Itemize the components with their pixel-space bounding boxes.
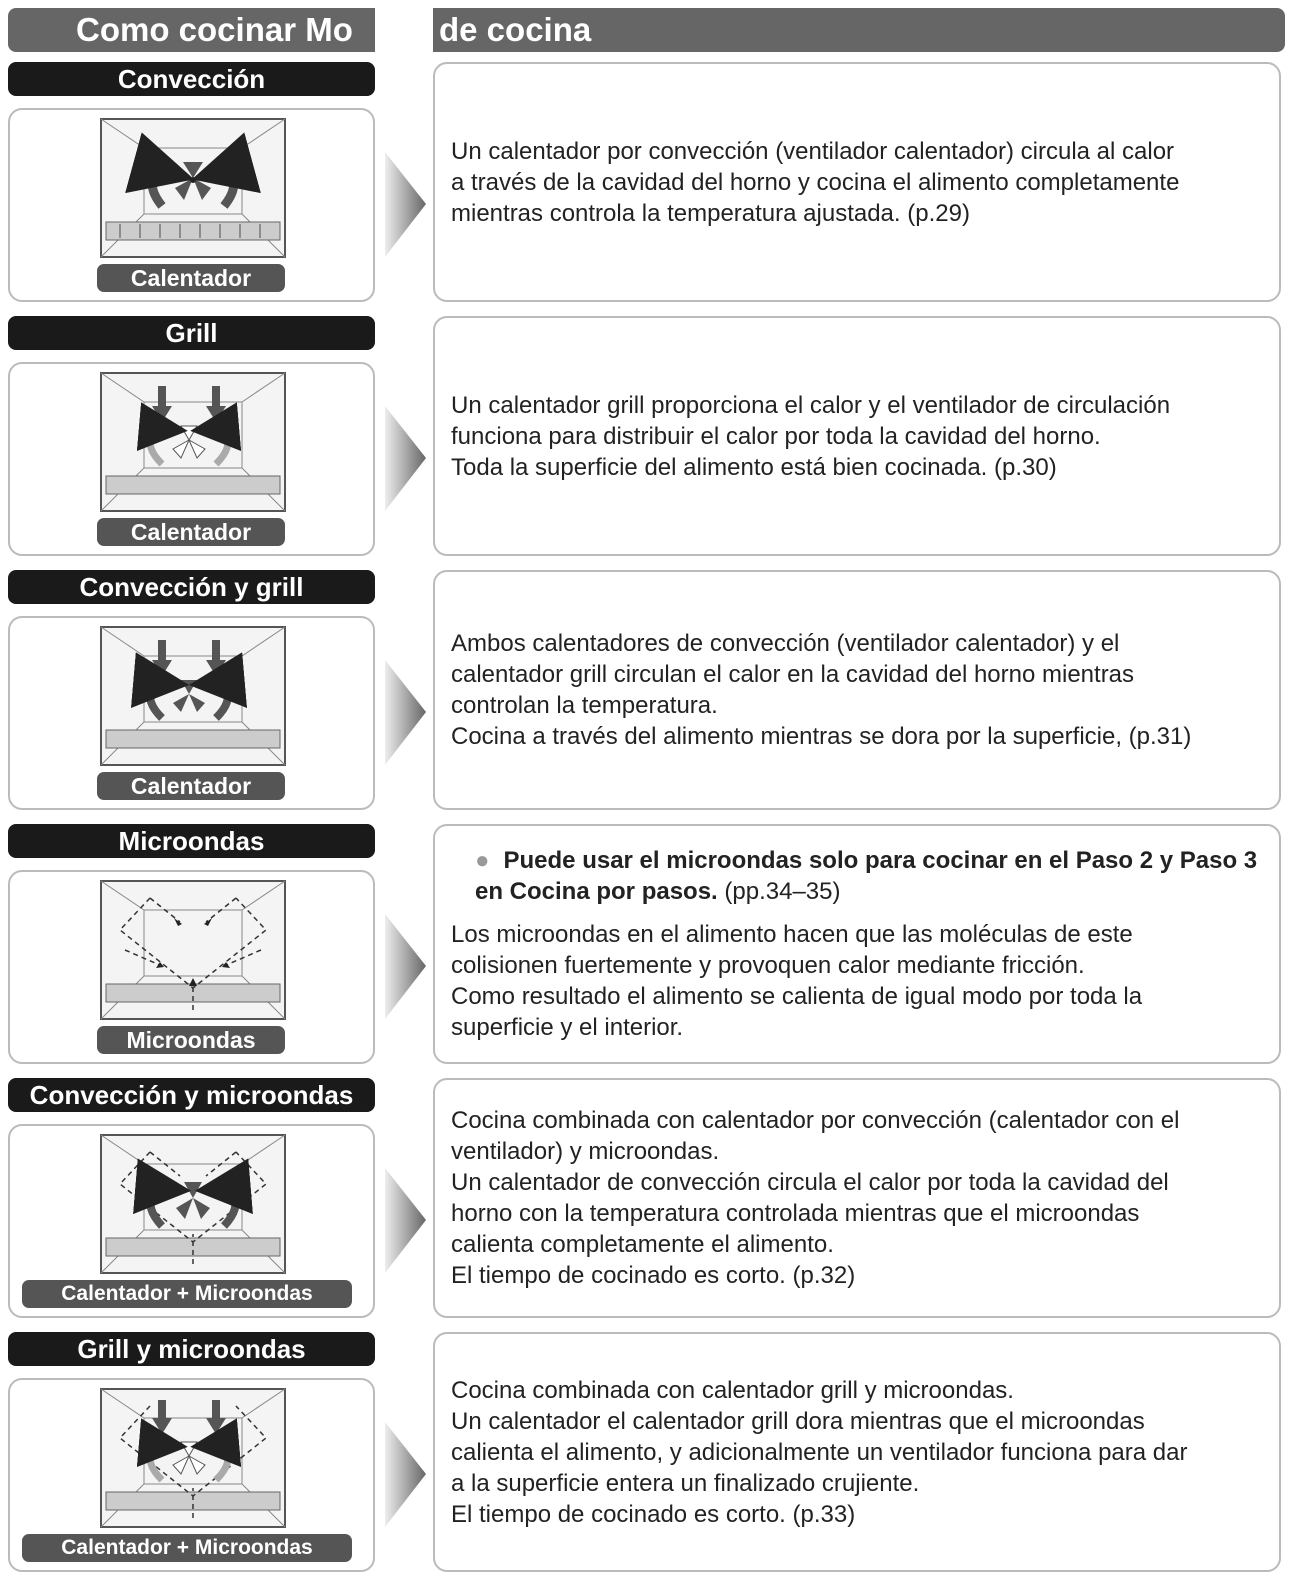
oven-grill-microwave-icon <box>100 1388 286 1530</box>
mode-label: Grill y microondas <box>8 1332 375 1366</box>
heater-tag: Microondas <box>97 1026 285 1054</box>
mode-microondas <box>0 824 1298 1078</box>
mode-illustration-panel <box>8 362 375 556</box>
bullet-icon: ● <box>475 847 490 874</box>
mode-description-panel <box>433 316 1281 556</box>
mode-illustration-panel <box>8 1378 375 1572</box>
mode-label: Convección <box>8 62 375 96</box>
mode-grill-microondas <box>0 1332 1298 1586</box>
mode-conveccion-grill <box>0 570 1298 824</box>
mode-illustration-panel <box>8 1124 375 1318</box>
mode-description-panel <box>433 1332 1281 1572</box>
oven-grill-icon <box>100 372 286 514</box>
mode-description-panel <box>433 1078 1281 1318</box>
mode-illustration-panel <box>8 616 375 810</box>
mode-label: Grill <box>8 316 375 350</box>
mode-description: Un calentador por convección (ventilador calentador) circula al calor a través de la cavidad del horno y cocina el alimento completamente mientras controla la temperatura ajustada. (p.29) <box>451 137 1180 227</box>
heater-tag: Calentador + Microondas <box>22 1534 352 1562</box>
heater-tag: Calentador + Microondas <box>22 1280 352 1308</box>
mode-conveccion-microondas <box>0 1078 1298 1332</box>
oven-convection-icon <box>100 118 286 260</box>
heater-tag: Calentador <box>97 772 285 800</box>
flow-arrow-icon <box>383 406 428 511</box>
flow-arrow-icon <box>383 1422 428 1527</box>
oven-convection-microwave-icon <box>100 1134 286 1276</box>
heater-tag: Calentador <box>97 518 285 546</box>
oven-convection-grill-icon <box>100 626 286 768</box>
page-title-left: Como cocinar Mo <box>8 8 375 52</box>
note-bold: Puede usar el microondas solo para cocinar en el Paso 2 y Paso 3 en Cocina por pasos. <box>475 847 1258 905</box>
mode-description: Ambos calentadores de convección (ventilador calentador) y el calentador grill circulan el calor en la cavidad del horno mientras controlan la temperatura. Cocina a través del alimento mientras se dora por la superficie, (p.31) <box>451 630 1192 750</box>
flow-arrow-icon <box>383 660 428 765</box>
mode-description: Los microondas en el alimento hacen que las moléculas de este colisionen fuertemente y provoquen calor mediante fricción. Como resultado el alimento se calienta de igual modo por toda la superficie y el interior. <box>451 921 1143 1041</box>
flow-arrow-icon <box>383 1168 428 1273</box>
mode-label: Convección y grill <box>8 570 375 604</box>
mode-illustration-panel <box>8 108 375 302</box>
mode-description-panel <box>433 570 1281 810</box>
note-ref: (pp.34–35) <box>717 878 841 905</box>
mode-description: Un calentador grill proporciona el calor y el ventilador de circulación funciona para distribuir el calor por toda la cavidad del horno. Toda la superficie del alimento está bien cocinada. (p.30) <box>451 391 1171 481</box>
mode-description-panel <box>433 824 1281 1064</box>
note <box>451 845 1259 907</box>
mode-description: Cocina combinada con calentador grill y microondas. Un calentador el calentador grill dora mientras que el microondas calienta el alimento, y adicionalmente un ventilador funciona para dar a la superficie entera un finalizado crujiente. El tiempo de cocinado es corto. (p.33) <box>451 1376 1188 1528</box>
mode-illustration-panel <box>8 870 375 1064</box>
page-title-right: de cocina <box>433 8 1285 52</box>
mode-label: Convección y microondas <box>8 1078 375 1112</box>
mode-label: Microondas <box>8 824 375 858</box>
mode-grill <box>0 316 1298 570</box>
mode-conveccion <box>0 62 1298 316</box>
mode-description: Cocina combinada con calentador por convección (calentador con el ventilador) y microondas. Un calentador de convección circula el calor por toda la cavidad del horno con la temperatura controlada mientras que el microondas calienta completamente el alimento. El tiempo de cocinado es corto. (p.32) <box>451 1107 1180 1289</box>
oven-microwave-icon <box>100 880 286 1022</box>
heater-tag: Calentador <box>97 264 285 292</box>
flow-arrow-icon <box>383 152 428 257</box>
mode-description-panel <box>433 62 1281 302</box>
flow-arrow-icon <box>383 914 428 1019</box>
